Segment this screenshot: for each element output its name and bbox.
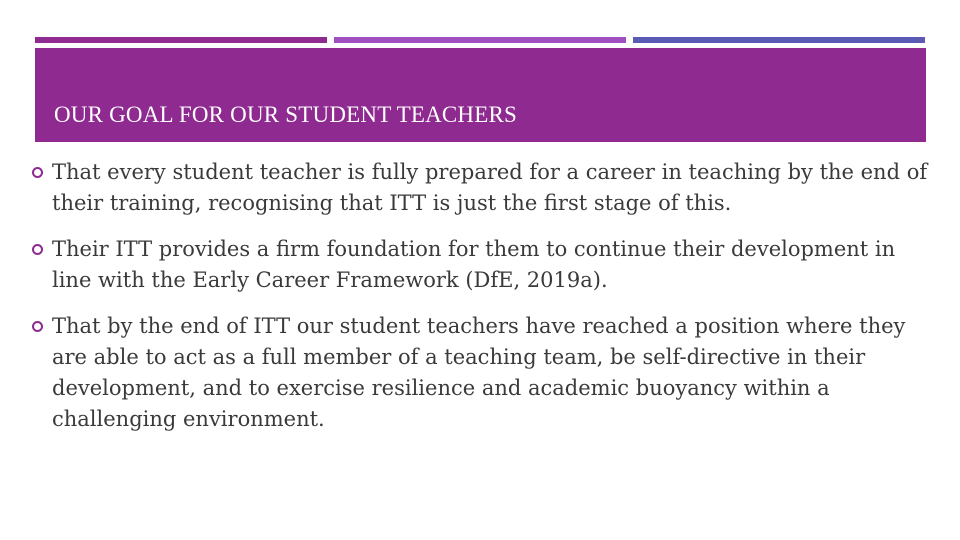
circle-outline-icon bbox=[32, 244, 43, 255]
top-accent-stripe-left bbox=[35, 37, 327, 43]
top-accent-stripe-middle bbox=[334, 37, 626, 43]
bullet-text: Their ITT provides a firm foundation for them to continue their development in line with the Early Career Framework (DfE, 2019a). bbox=[52, 237, 896, 292]
bullet-text: That every student teacher is fully prepared for a career in teaching by the end of their training, recognising that ITT is just the first stage of this. bbox=[52, 160, 928, 215]
circle-outline-icon bbox=[32, 167, 43, 178]
top-accent-stripe-right bbox=[633, 37, 925, 43]
bullet-list bbox=[32, 157, 932, 450]
bullet-item bbox=[32, 311, 932, 435]
bullet-item bbox=[32, 157, 932, 219]
title-banner bbox=[35, 48, 926, 142]
slide-title: OUR GOAL FOR OUR STUDENT TEACHERS bbox=[54, 102, 518, 127]
circle-outline-icon bbox=[32, 321, 43, 332]
bullet-item bbox=[32, 234, 932, 296]
bullet-text: That by the end of ITT our student teachers have reached a position where they are able to act as a full member of a teaching team, be self-directive in their development, and to exercise resilience and academic buoyancy within a challenging environment. bbox=[52, 314, 906, 431]
